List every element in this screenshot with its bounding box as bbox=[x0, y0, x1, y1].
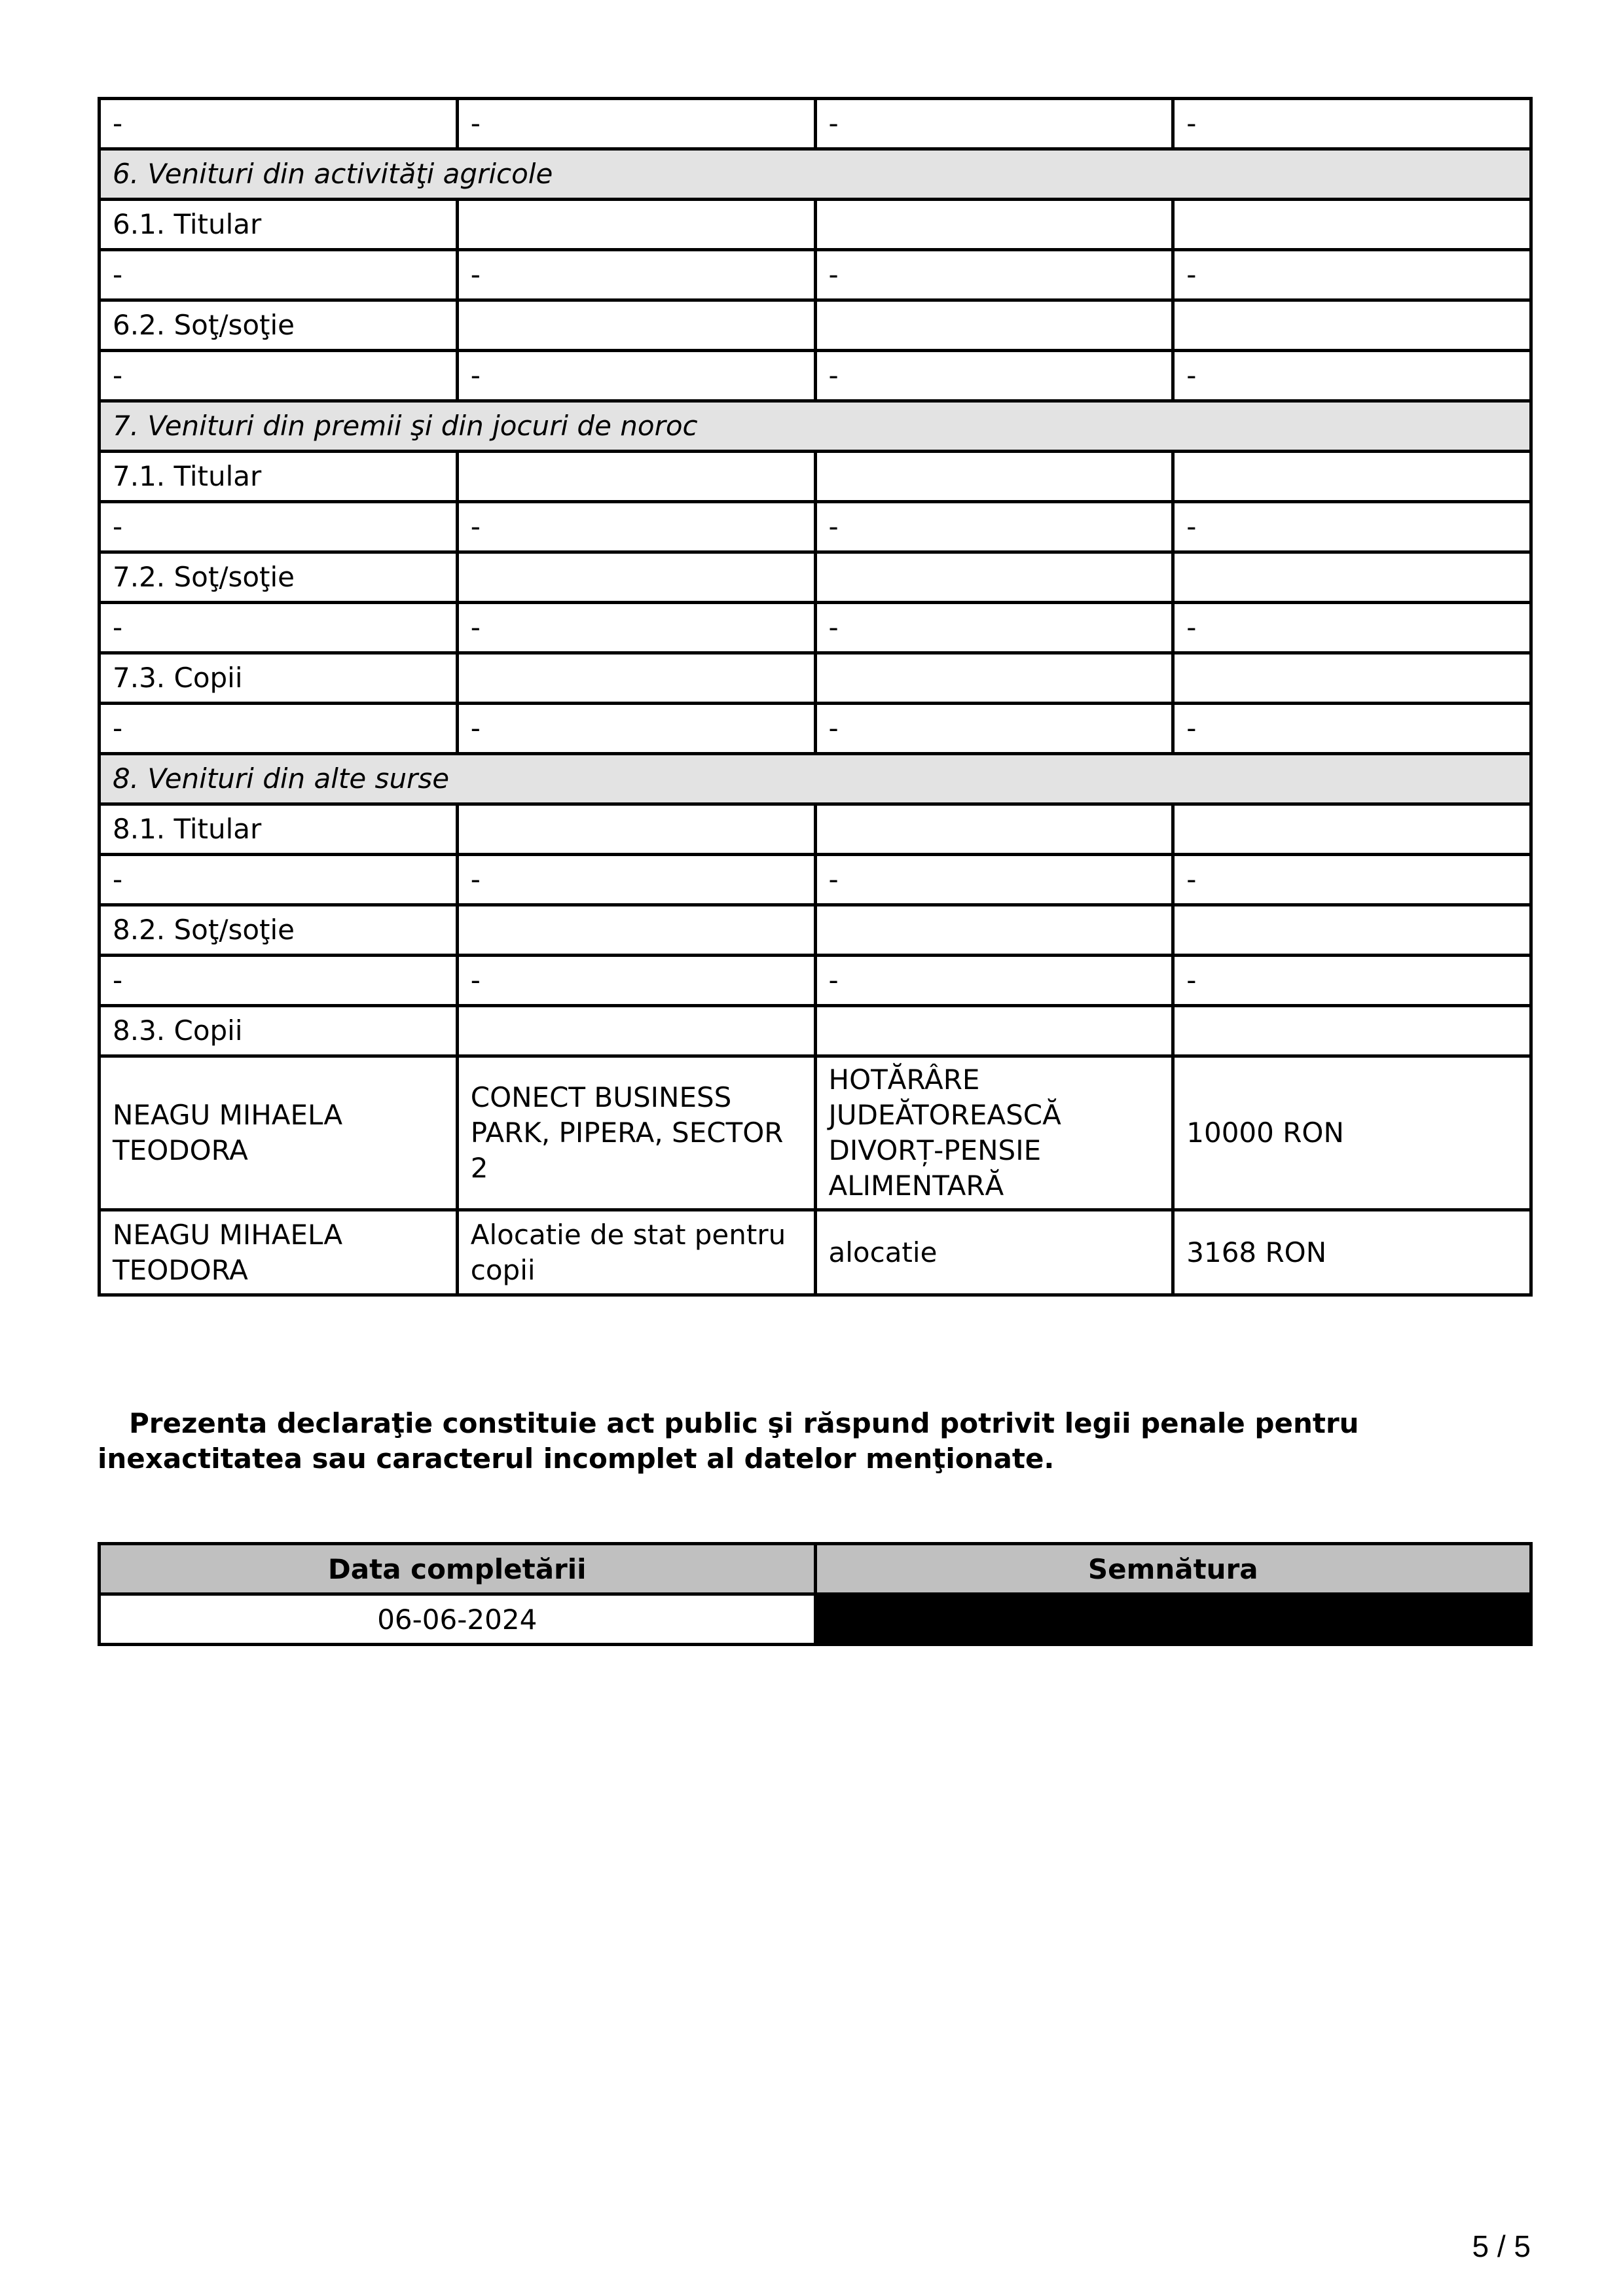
subsection-label: 7.1. Titular bbox=[100, 452, 458, 502]
table-cell bbox=[815, 905, 1173, 956]
table-cell: - bbox=[100, 855, 458, 905]
table-row bbox=[100, 300, 1531, 351]
source-cell: CONECT BUSINESS PARK, PIPERA, SECTOR 2 bbox=[457, 1056, 815, 1210]
table-cell bbox=[1173, 200, 1531, 250]
table-cell: - bbox=[100, 99, 458, 149]
table-cell bbox=[457, 452, 815, 502]
table-cell bbox=[457, 905, 815, 956]
section-header-row bbox=[100, 401, 1531, 452]
table-cell: - bbox=[100, 603, 458, 653]
table-cell: - bbox=[1173, 704, 1531, 754]
section-6-title: 6. Venituri din activităţi agricole bbox=[100, 149, 1531, 200]
table-row bbox=[100, 452, 1531, 502]
declaration-text: Prezenta declaraţie constituie act public şi răspund potrivit legii penale pentru inexactitatea sau caracterul incomplet al datelor menţionate. bbox=[98, 1407, 1359, 1475]
table-cell bbox=[1173, 552, 1531, 603]
income-entry-row bbox=[100, 1056, 1531, 1210]
table-cell: - bbox=[457, 351, 815, 401]
table-row bbox=[100, 704, 1531, 754]
table-cell: - bbox=[1173, 603, 1531, 653]
table-cell: - bbox=[100, 502, 458, 552]
table-row bbox=[100, 653, 1531, 704]
subsection-label: 7.3. Copii bbox=[100, 653, 458, 704]
table-row bbox=[100, 603, 1531, 653]
subsection-label: 8.2. Soţ/soţie bbox=[100, 905, 458, 956]
subsection-label: 8.3. Copii bbox=[100, 1006, 458, 1056]
signature-header: Semnătura bbox=[815, 1544, 1531, 1594]
table-row bbox=[100, 250, 1531, 300]
table-cell bbox=[457, 300, 815, 351]
subsection-label: 6.1. Titular bbox=[100, 200, 458, 250]
date-header: Data completării bbox=[100, 1544, 816, 1594]
table-cell bbox=[815, 804, 1173, 855]
table-cell: - bbox=[815, 502, 1173, 552]
table-row bbox=[100, 502, 1531, 552]
table-cell bbox=[815, 200, 1173, 250]
beneficiary-cell: NEAGU MIHAELA TEODORA bbox=[100, 1056, 458, 1210]
table-cell: - bbox=[815, 704, 1173, 754]
table-cell bbox=[457, 653, 815, 704]
section-header-row bbox=[100, 754, 1531, 804]
table-cell: - bbox=[457, 956, 815, 1006]
table-cell: - bbox=[457, 250, 815, 300]
section-7-title: 7. Venituri din premii şi din jocuri de noroc bbox=[100, 401, 1531, 452]
completion-date: 06-06-2024 bbox=[100, 1594, 816, 1645]
table-cell bbox=[457, 200, 815, 250]
table-cell: - bbox=[1173, 99, 1531, 149]
signature-value-row bbox=[100, 1594, 1531, 1645]
table-cell: - bbox=[1173, 250, 1531, 300]
table-cell bbox=[1173, 452, 1531, 502]
table-cell bbox=[815, 552, 1173, 603]
table-cell bbox=[815, 452, 1173, 502]
table-cell: - bbox=[100, 351, 458, 401]
section-8-title: 8. Venituri din alte surse bbox=[100, 754, 1531, 804]
table-row bbox=[100, 855, 1531, 905]
table-cell: - bbox=[815, 956, 1173, 1006]
service-cell: alocatie bbox=[815, 1210, 1173, 1295]
income-table bbox=[98, 97, 1533, 1297]
income-cell: 3168 RON bbox=[1173, 1210, 1531, 1295]
source-cell: Alocatie de stat pentru copii bbox=[457, 1210, 815, 1295]
table-row bbox=[100, 1006, 1531, 1056]
table-row bbox=[100, 905, 1531, 956]
table-cell: - bbox=[1173, 855, 1531, 905]
table-cell: - bbox=[1173, 351, 1531, 401]
table-cell: - bbox=[100, 704, 458, 754]
table-cell: - bbox=[1173, 956, 1531, 1006]
table-cell bbox=[1173, 905, 1531, 956]
service-cell: HOTĂRÂRE JUDEĂTOREASCĂ DIVORȚ-PENSIE ALIMENTARĂ bbox=[815, 1056, 1173, 1210]
table-cell: - bbox=[457, 704, 815, 754]
page-number: 5 / 5 bbox=[1472, 2229, 1531, 2263]
subsection-label: 6.2. Soţ/soţie bbox=[100, 300, 458, 351]
table-row bbox=[100, 99, 1531, 149]
table-cell bbox=[457, 804, 815, 855]
table-cell bbox=[815, 653, 1173, 704]
table-cell: - bbox=[815, 99, 1173, 149]
beneficiary-cell: NEAGU MIHAELA TEODORA bbox=[100, 1210, 458, 1295]
income-cell: 10000 RON bbox=[1173, 1056, 1531, 1210]
signature-header-row bbox=[100, 1544, 1531, 1594]
table-cell: - bbox=[457, 502, 815, 552]
table-cell bbox=[1173, 1006, 1531, 1056]
table-cell bbox=[815, 1006, 1173, 1056]
table-cell bbox=[1173, 804, 1531, 855]
income-entry-row bbox=[100, 1210, 1531, 1295]
table-row bbox=[100, 804, 1531, 855]
table-row bbox=[100, 351, 1531, 401]
table-cell bbox=[1173, 300, 1531, 351]
table-row bbox=[100, 956, 1531, 1006]
table-cell: - bbox=[815, 351, 1173, 401]
section-header-row bbox=[100, 149, 1531, 200]
table-cell: - bbox=[100, 956, 458, 1006]
table-cell: - bbox=[457, 99, 815, 149]
table-cell bbox=[457, 552, 815, 603]
subsection-label: 8.1. Titular bbox=[100, 804, 458, 855]
table-cell bbox=[457, 1006, 815, 1056]
table-cell: - bbox=[815, 855, 1173, 905]
signature-table bbox=[98, 1542, 1533, 1646]
table-cell bbox=[815, 300, 1173, 351]
table-cell: - bbox=[815, 250, 1173, 300]
table-cell bbox=[1173, 653, 1531, 704]
signature-redacted bbox=[815, 1594, 1531, 1645]
table-row bbox=[100, 200, 1531, 250]
table-cell: - bbox=[457, 603, 815, 653]
table-cell: - bbox=[100, 250, 458, 300]
table-cell: - bbox=[815, 603, 1173, 653]
table-cell: - bbox=[1173, 502, 1531, 552]
table-row bbox=[100, 552, 1531, 603]
subsection-label: 7.2. Soţ/soţie bbox=[100, 552, 458, 603]
table-cell: - bbox=[457, 855, 815, 905]
